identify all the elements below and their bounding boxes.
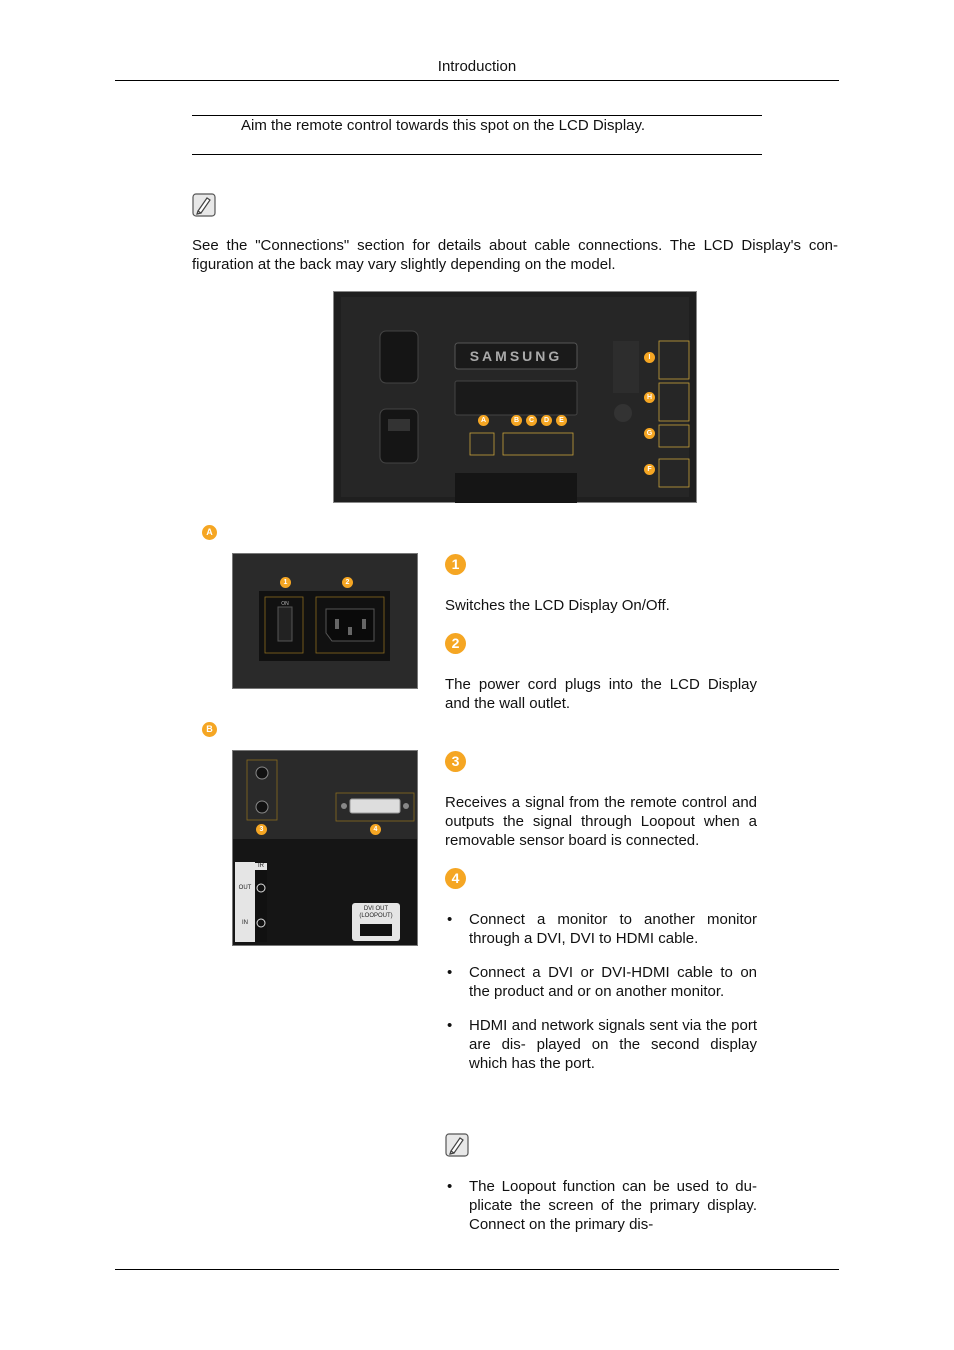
panel-marker-1: 1: [280, 577, 291, 588]
power-panel-image: [232, 553, 418, 689]
item-3-marker: 3: [445, 751, 466, 772]
table-note-text: Aim the remote control towards this spot on the LCD Display.: [241, 117, 646, 134]
panel-marker-3: 3: [256, 824, 267, 835]
item-4-marker: 4: [445, 868, 466, 889]
power-switch-label: ON: [281, 601, 289, 607]
lcd-rear-view-image: [333, 291, 697, 503]
item-2-description: The power cord plugs into the LCD Display and the wall outlet.: [445, 676, 757, 712]
ir-out-label: OUT: [238, 885, 252, 891]
section-a-marker: A: [202, 525, 217, 540]
rear-marker-h: H: [644, 392, 655, 403]
bullet-item: • HDMI and network signals sent via the port are dis- played on the second display which has the port.: [445, 1016, 757, 1073]
panel-marker-4: 4: [370, 824, 381, 835]
rear-marker-d: D: [541, 415, 552, 426]
note-icon: [445, 1133, 469, 1157]
footer-rule: [115, 1269, 839, 1270]
rear-brand-logo: SAMSUNG: [469, 348, 563, 364]
note-icon: [192, 193, 216, 217]
item-2-marker: 2: [445, 633, 466, 654]
page-header-title: Introduction: [437, 58, 517, 75]
header-rule: [115, 80, 839, 81]
panel-marker-2: 2: [342, 577, 353, 588]
note-bullet-list: [445, 1177, 757, 1249]
rear-marker-a: A: [478, 415, 489, 426]
connections-note-text: See the "Connections" section for details about cable connections. The LCD Display's con- figuration at the back may vary slightly depending on the model.: [192, 237, 838, 273]
item-3-description: Receives a signal from the remote control and outputs the signal through Loopout when a removable sensor board is connected.: [445, 794, 757, 849]
item-1-description: Switches the LCD Display On/Off.: [445, 597, 670, 614]
rear-marker-c: C: [526, 415, 537, 426]
bullet-item: • Connect a monitor to another monitor through a DVI, DVI to HDMI cable.: [445, 910, 757, 948]
bullet-item: • Connect a DVI or DVI-HDMI cable to on the product and or on another monitor.: [445, 963, 757, 1001]
dvi-out-label: DVI OUT (LOOPOUT): [359, 906, 393, 919]
ir-label: IR: [255, 863, 267, 870]
rear-marker-b: B: [511, 415, 522, 426]
rear-marker-i: I: [644, 352, 655, 363]
rear-marker-g: G: [644, 428, 655, 439]
bullet-item: • The Loopout function can be used to du- plicate the screen of the primary display. Connect on the primary dis-: [445, 1177, 757, 1234]
ir-in-label: IN: [242, 920, 248, 926]
rear-marker-e: E: [556, 415, 567, 426]
rear-marker-f: F: [644, 464, 655, 475]
table-bottom-rule: [192, 154, 762, 155]
item-4-bullet-list: [445, 910, 757, 1088]
section-b-marker: B: [202, 722, 217, 737]
remote-dvi-panel-image: [232, 750, 418, 946]
item-1-marker: 1: [445, 554, 466, 575]
